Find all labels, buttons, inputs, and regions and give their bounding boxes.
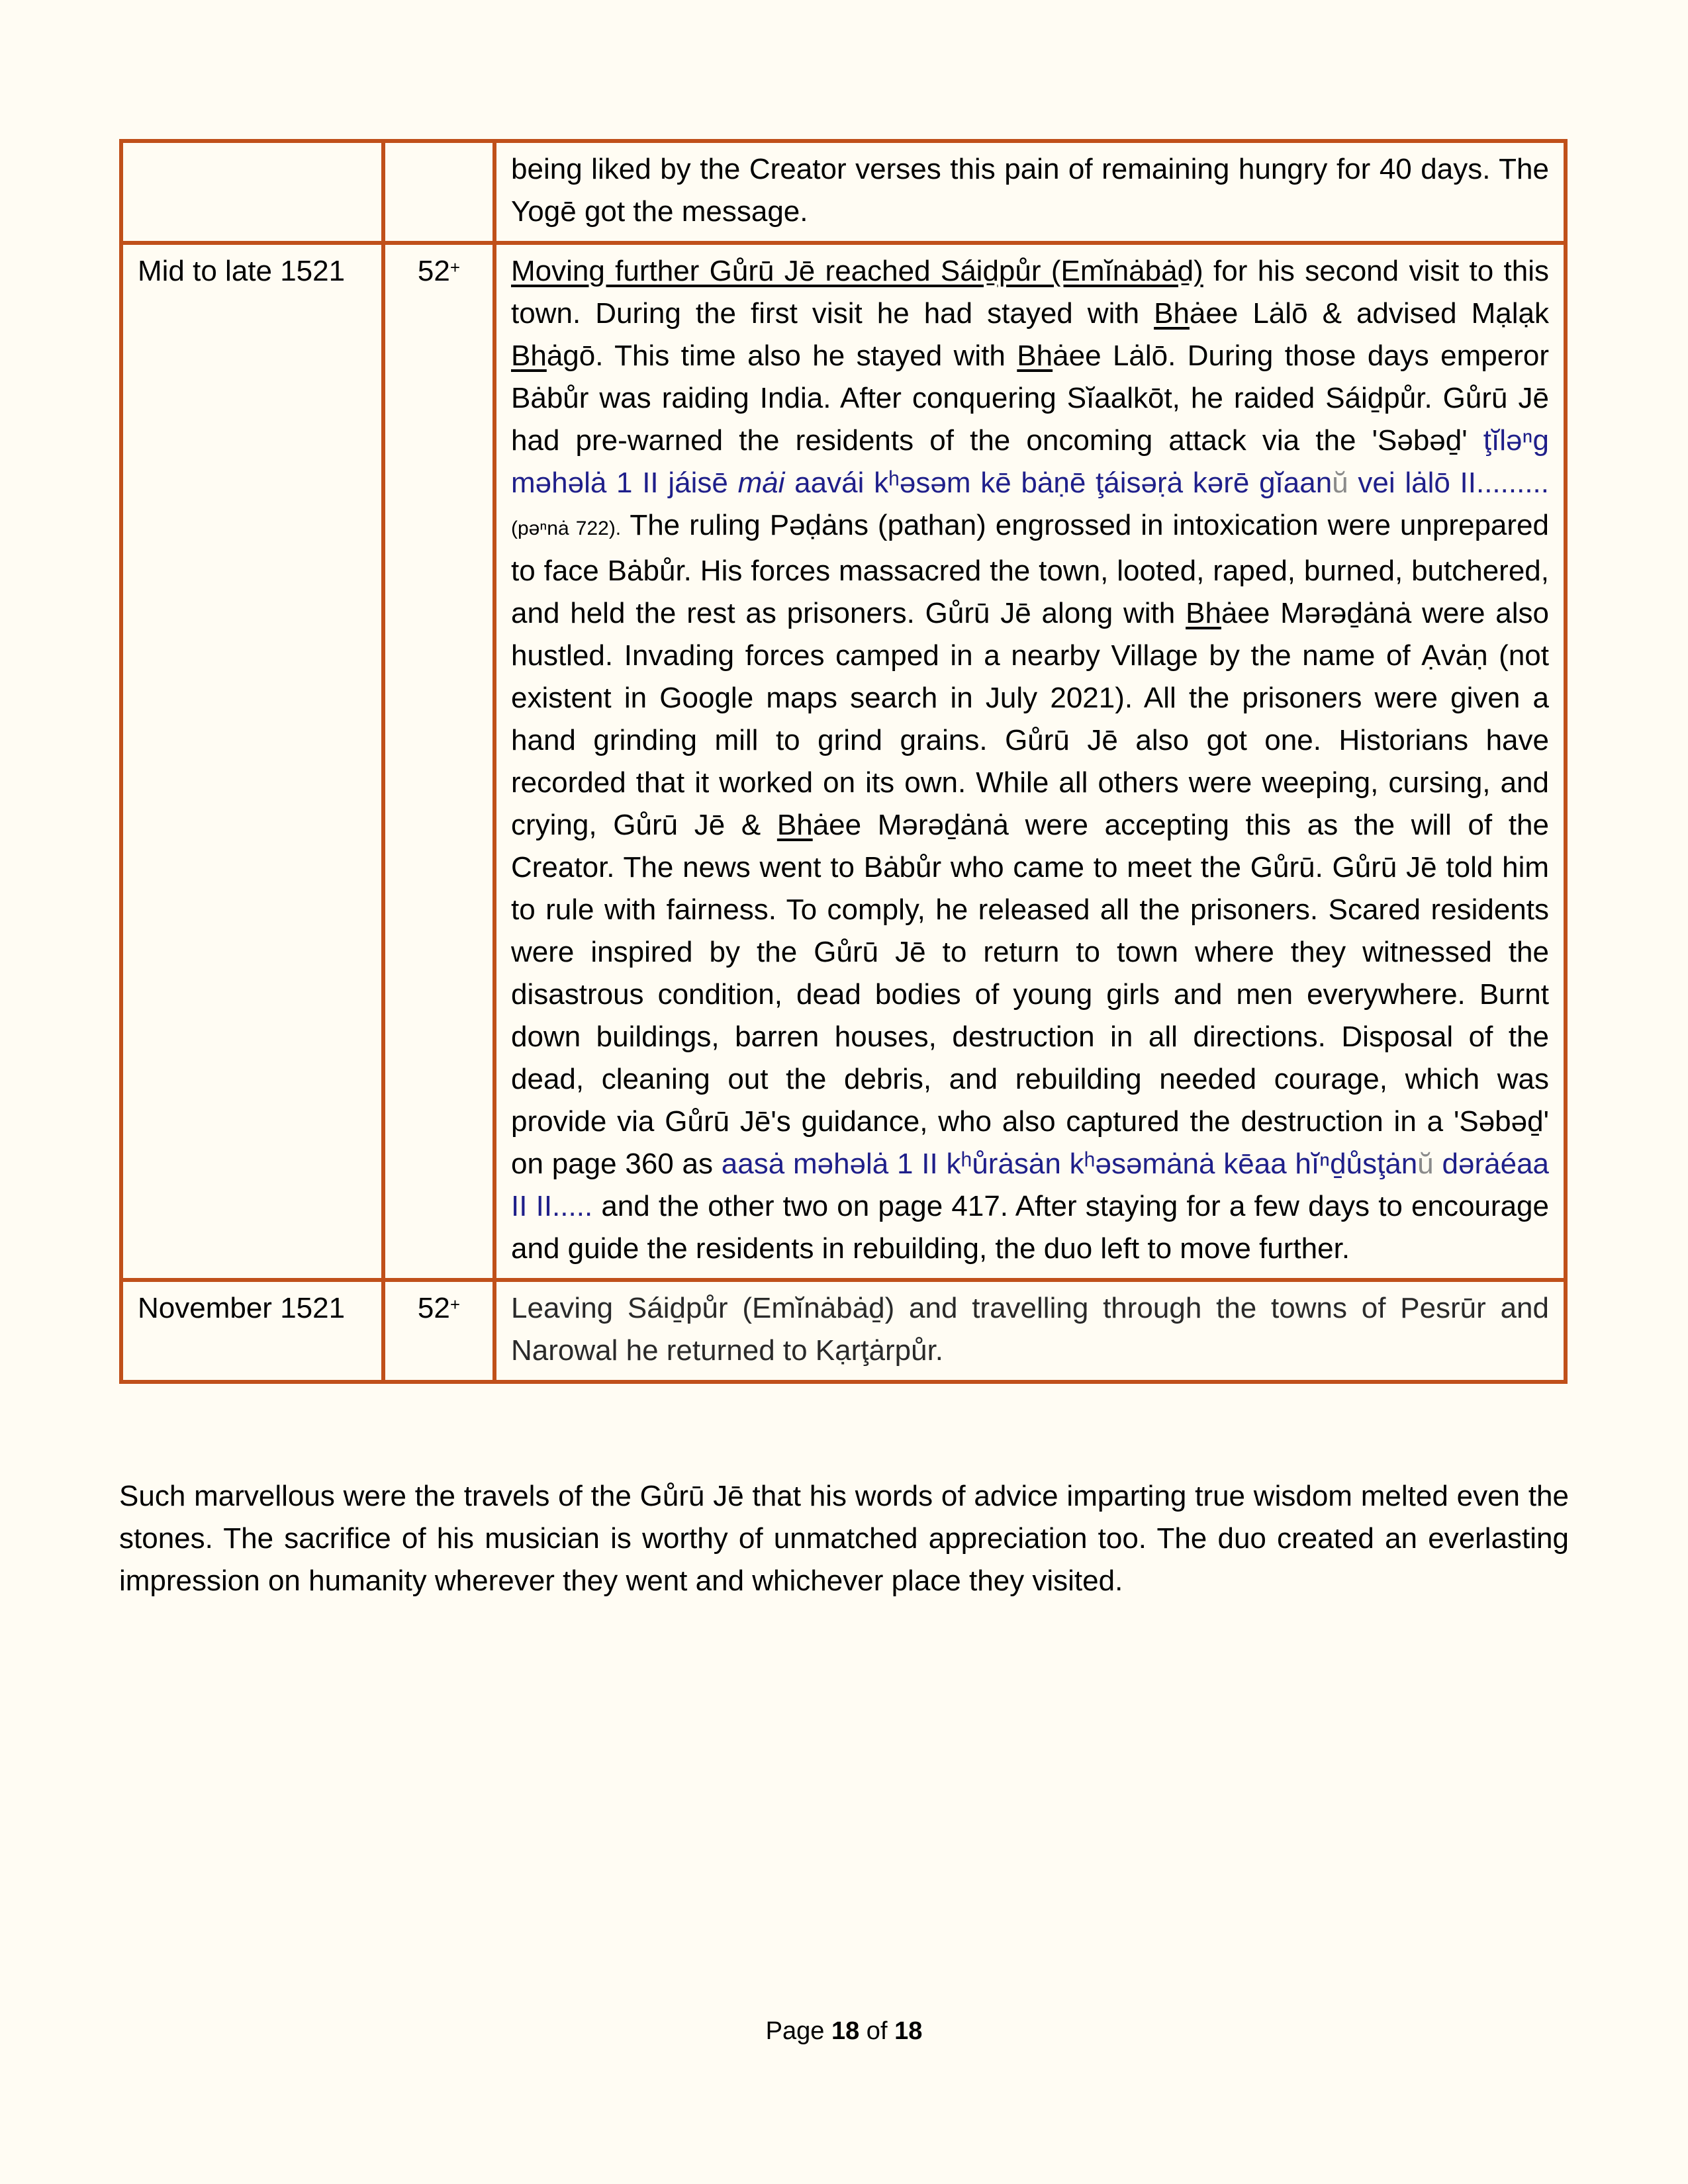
description-text: ȧee Mərəḏȧnȧ were accepting this as the will of the Creator. The news went to Bȧbůr who came to meet the Gůrū. Gůrū Jē told him to rule with fairness. To comply, he released all the prisoners. Scared residents were inspired by the Gůrū Jē to return to town where they witnessed the disastrous condition, dead bodies of young girls and men everywhere. Burnt down buildings, barren houses, destruction in all directions. Disposal of the dead, cleaning out the debris, and rebuilding needed courage, which was provide via Gůrū Jē's guidance, who also captured the destruction in a 'Səbəḏ' on page 360 as [511, 809, 1549, 1180]
age-plus-marker: + [449, 1295, 461, 1314]
gurbani-gray-mark: ŭ [1332, 467, 1348, 499]
footer-of: of [859, 2017, 895, 2045]
age-value: 52 [417, 1292, 450, 1324]
description-text: ȧee Lȧlō. During those days emperor Bȧbůr was raiding India. After conquering Sĭaalkōt, he raided Sáiḏpůr. Gůrū Jē had pre-warned the residents of the oncoming attack via the 'Səbəḏ' [511, 340, 1550, 457]
gurbani-text: ţĭləⁿg məhəlȧ 1 II jáisē [511, 424, 1549, 499]
closing-paragraph: Such marvellous were the travels of the Gůrū Jē that his words of advice imparting true wisdom melted even the stones. The sacrifice of his musician is worthy of unmatched appreciation too. The duo created an everlasting impression on humanity wherever they went and whichever place they visited. [119, 1480, 1569, 1597]
table-row [121, 1280, 1566, 1382]
date-cell: Mid to late 1521 [121, 243, 383, 1280]
travel-timeline-table [119, 139, 1568, 1384]
underlined-bh: Bh [1186, 597, 1221, 629]
age-cell [383, 141, 494, 243]
gurbani-text: vei lȧlō II......... [1348, 467, 1550, 499]
description-text: ȧee Lȧlō & advised Mạlạk [1189, 297, 1550, 330]
table-row [121, 243, 1566, 1280]
description-text: The ruling Pəḍȧns (pathan) engrossed in intoxication were unprepared to face Bȧbůr. His forces massacred the town, looted, raped, burned, butchered, and held the rest as prisoners. Gůrū Jē along with [511, 509, 1549, 629]
page-footer [0, 2017, 1688, 2046]
age-cell [383, 243, 494, 1280]
age-cell [383, 1280, 494, 1382]
gurbani-gray-mark: ŭ [1417, 1148, 1434, 1180]
date-cell [121, 141, 383, 243]
table-row [121, 141, 1566, 243]
underlined-bh: Bh [1017, 340, 1053, 372]
date-cell: November 1521 [121, 1280, 383, 1382]
gurbani-text: dərȧéaa II II..... [511, 1148, 1550, 1222]
lead-heading: Moving further Gůrū Jē reached Sáiḏpůr (Emĭnȧbȧḏ) [511, 255, 1203, 287]
age-value: 52 [417, 255, 450, 287]
gurbani-italic: mȧi [737, 467, 785, 499]
description-text: ȧee Mərəḏȧnȧ were also hustled. Invading forces camped in a nearby Village by the name of Ạvȧṇ (not existent in Google maps search in July 2021). All the prisoners were given a hand grinding mill to grind grains. Gůrū Jē also got one. Historians have recorded that it worked on its own. While all others were weeping, cursing, and crying, Gůrū Jē & [511, 597, 1549, 841]
description-cell [494, 243, 1566, 1280]
description-text: and the other two on page 417. After staying for a few days to encourage and guide the residents in rebuilding, the duo left to move further. [511, 1190, 1549, 1265]
underlined-bh: Bh [776, 809, 813, 841]
page-reference: (pəⁿnȧ 722). [511, 518, 622, 539]
current-page-number: 18 [831, 2017, 860, 2045]
description-cell: Leaving Sáiḏpůr (Emĭnȧbȧḏ) and travelling through the towns of Pesrūr and Narowal he returned to Kạrţȧrpůr. [494, 1280, 1566, 1382]
age-plus-marker: + [449, 257, 461, 277]
footer-prefix: Page [765, 2017, 831, 2045]
gurbani-text: aasȧ məhəlȧ 1 II kʰůrȧsȧn kʰəsəmȧnȧ kēaa hĭⁿḏůsţȧn [721, 1148, 1418, 1180]
underlined-bh: Bh [1154, 297, 1190, 330]
description-cell: being liked by the Creator verses this pain of remaining hungry for 40 days. The Yogē got the message. [494, 141, 1566, 243]
gurbani-text: aavái kʰəsəm kē bȧṇē ţáisəṛȧ kərē gĭaan [784, 467, 1333, 499]
description-text: ȧgō. This time also he stayed with [546, 340, 1017, 372]
underlined-bh: Bh [511, 340, 547, 372]
total-page-count: 18 [894, 2017, 923, 2045]
description-text: for his second visit to this town. During the first visit he had stayed with [511, 255, 1549, 330]
